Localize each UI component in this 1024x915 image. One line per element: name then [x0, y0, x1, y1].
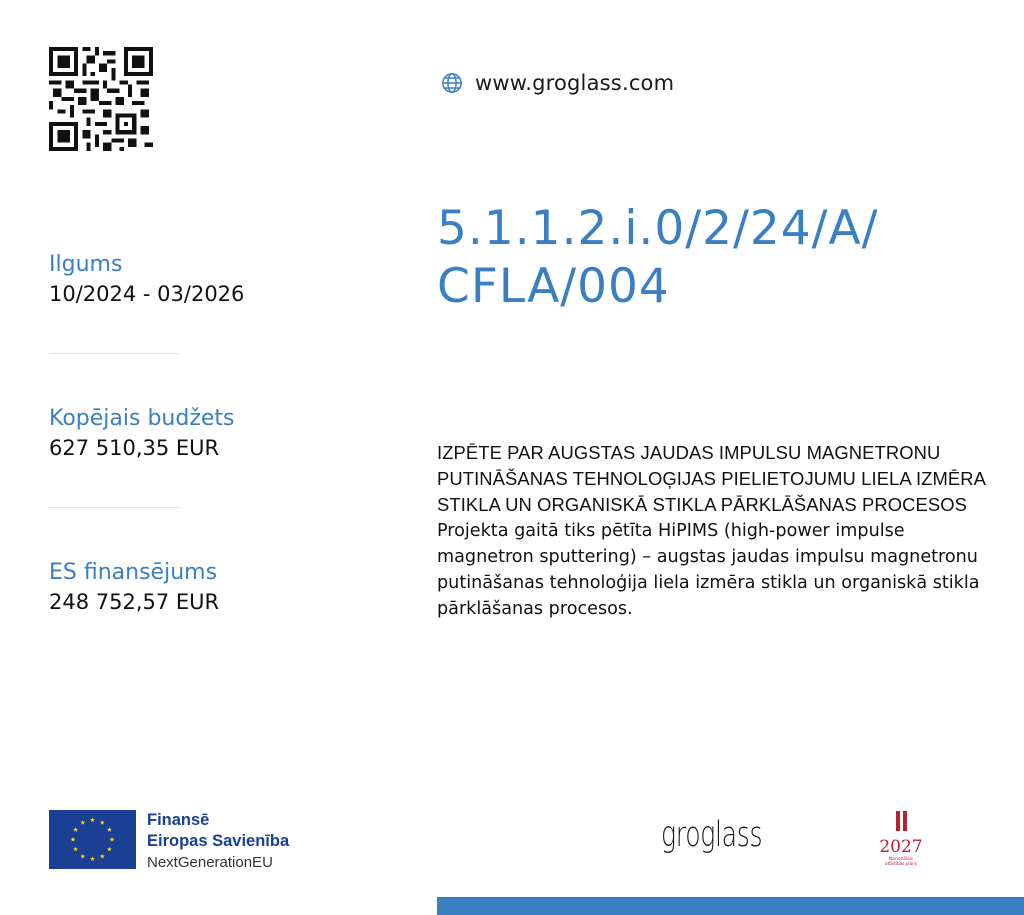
website-link[interactable] [441, 70, 674, 96]
bottom-accent-bar [437, 897, 1024, 915]
groglass-logo: groglass [661, 815, 763, 855]
project-code [437, 200, 997, 316]
divider [49, 507, 179, 508]
divider [49, 353, 179, 354]
budget-value: 627 510,35 EUR [49, 436, 220, 460]
national-plan-2027-logo [876, 811, 926, 867]
project-code-line-1: 5.1.1.2.i.0/2/24/A/ [437, 201, 879, 256]
eu-logo-line-2: Eiropas Savienība [147, 832, 290, 850]
project-description [437, 440, 997, 622]
eu-funding-label: ES finansējums [49, 560, 218, 585]
duration-label: Ilgums [49, 252, 123, 277]
eu-logo-line-1: Finansē [147, 811, 210, 829]
qr-code [49, 47, 153, 151]
eu-logo-line-3: NextGenerationEU [147, 854, 273, 871]
eu-funding-block [49, 558, 349, 616]
project-code-line-2: CFLA/004 [437, 259, 670, 314]
eu-funding-logo [49, 810, 289, 873]
eu-flag-icon [49, 810, 136, 869]
website-url[interactable]: www.groglass.com [475, 71, 675, 95]
plan-caption: Nacionālais attīstības plāns [885, 856, 917, 866]
eu-funding-value: 248 752,57 EUR [49, 590, 220, 614]
globe-icon [441, 72, 463, 94]
description-heading: IZPĒTE PAR AUGSTAS JAUDAS IMPULSU MAGNETRONU PUTINĀŠANAS TEHNOLOĢIJAS PIELIETOJUMU LIELA IZMĒRA STIKLA UN ORGANISKĀ STIKLA PĀRKLĀŠANAS PROCESOS [437, 442, 986, 515]
budget-block [49, 404, 349, 462]
duration-value: 10/2024 - 03/2026 [49, 282, 245, 306]
budget-label: Kopējais budžets [49, 406, 235, 431]
description-body: Projekta gaitā tiks pētīta HiPIMS (high-power impulse magnetron sputtering) – augstas jaudas impulsu magnetronu putināšanas tehnoloģija liela izmēra stikla un organiskā stikla pārklāšanas procesos. [437, 521, 980, 619]
duration-block [49, 250, 349, 308]
plan-year: 2027 [879, 837, 923, 857]
